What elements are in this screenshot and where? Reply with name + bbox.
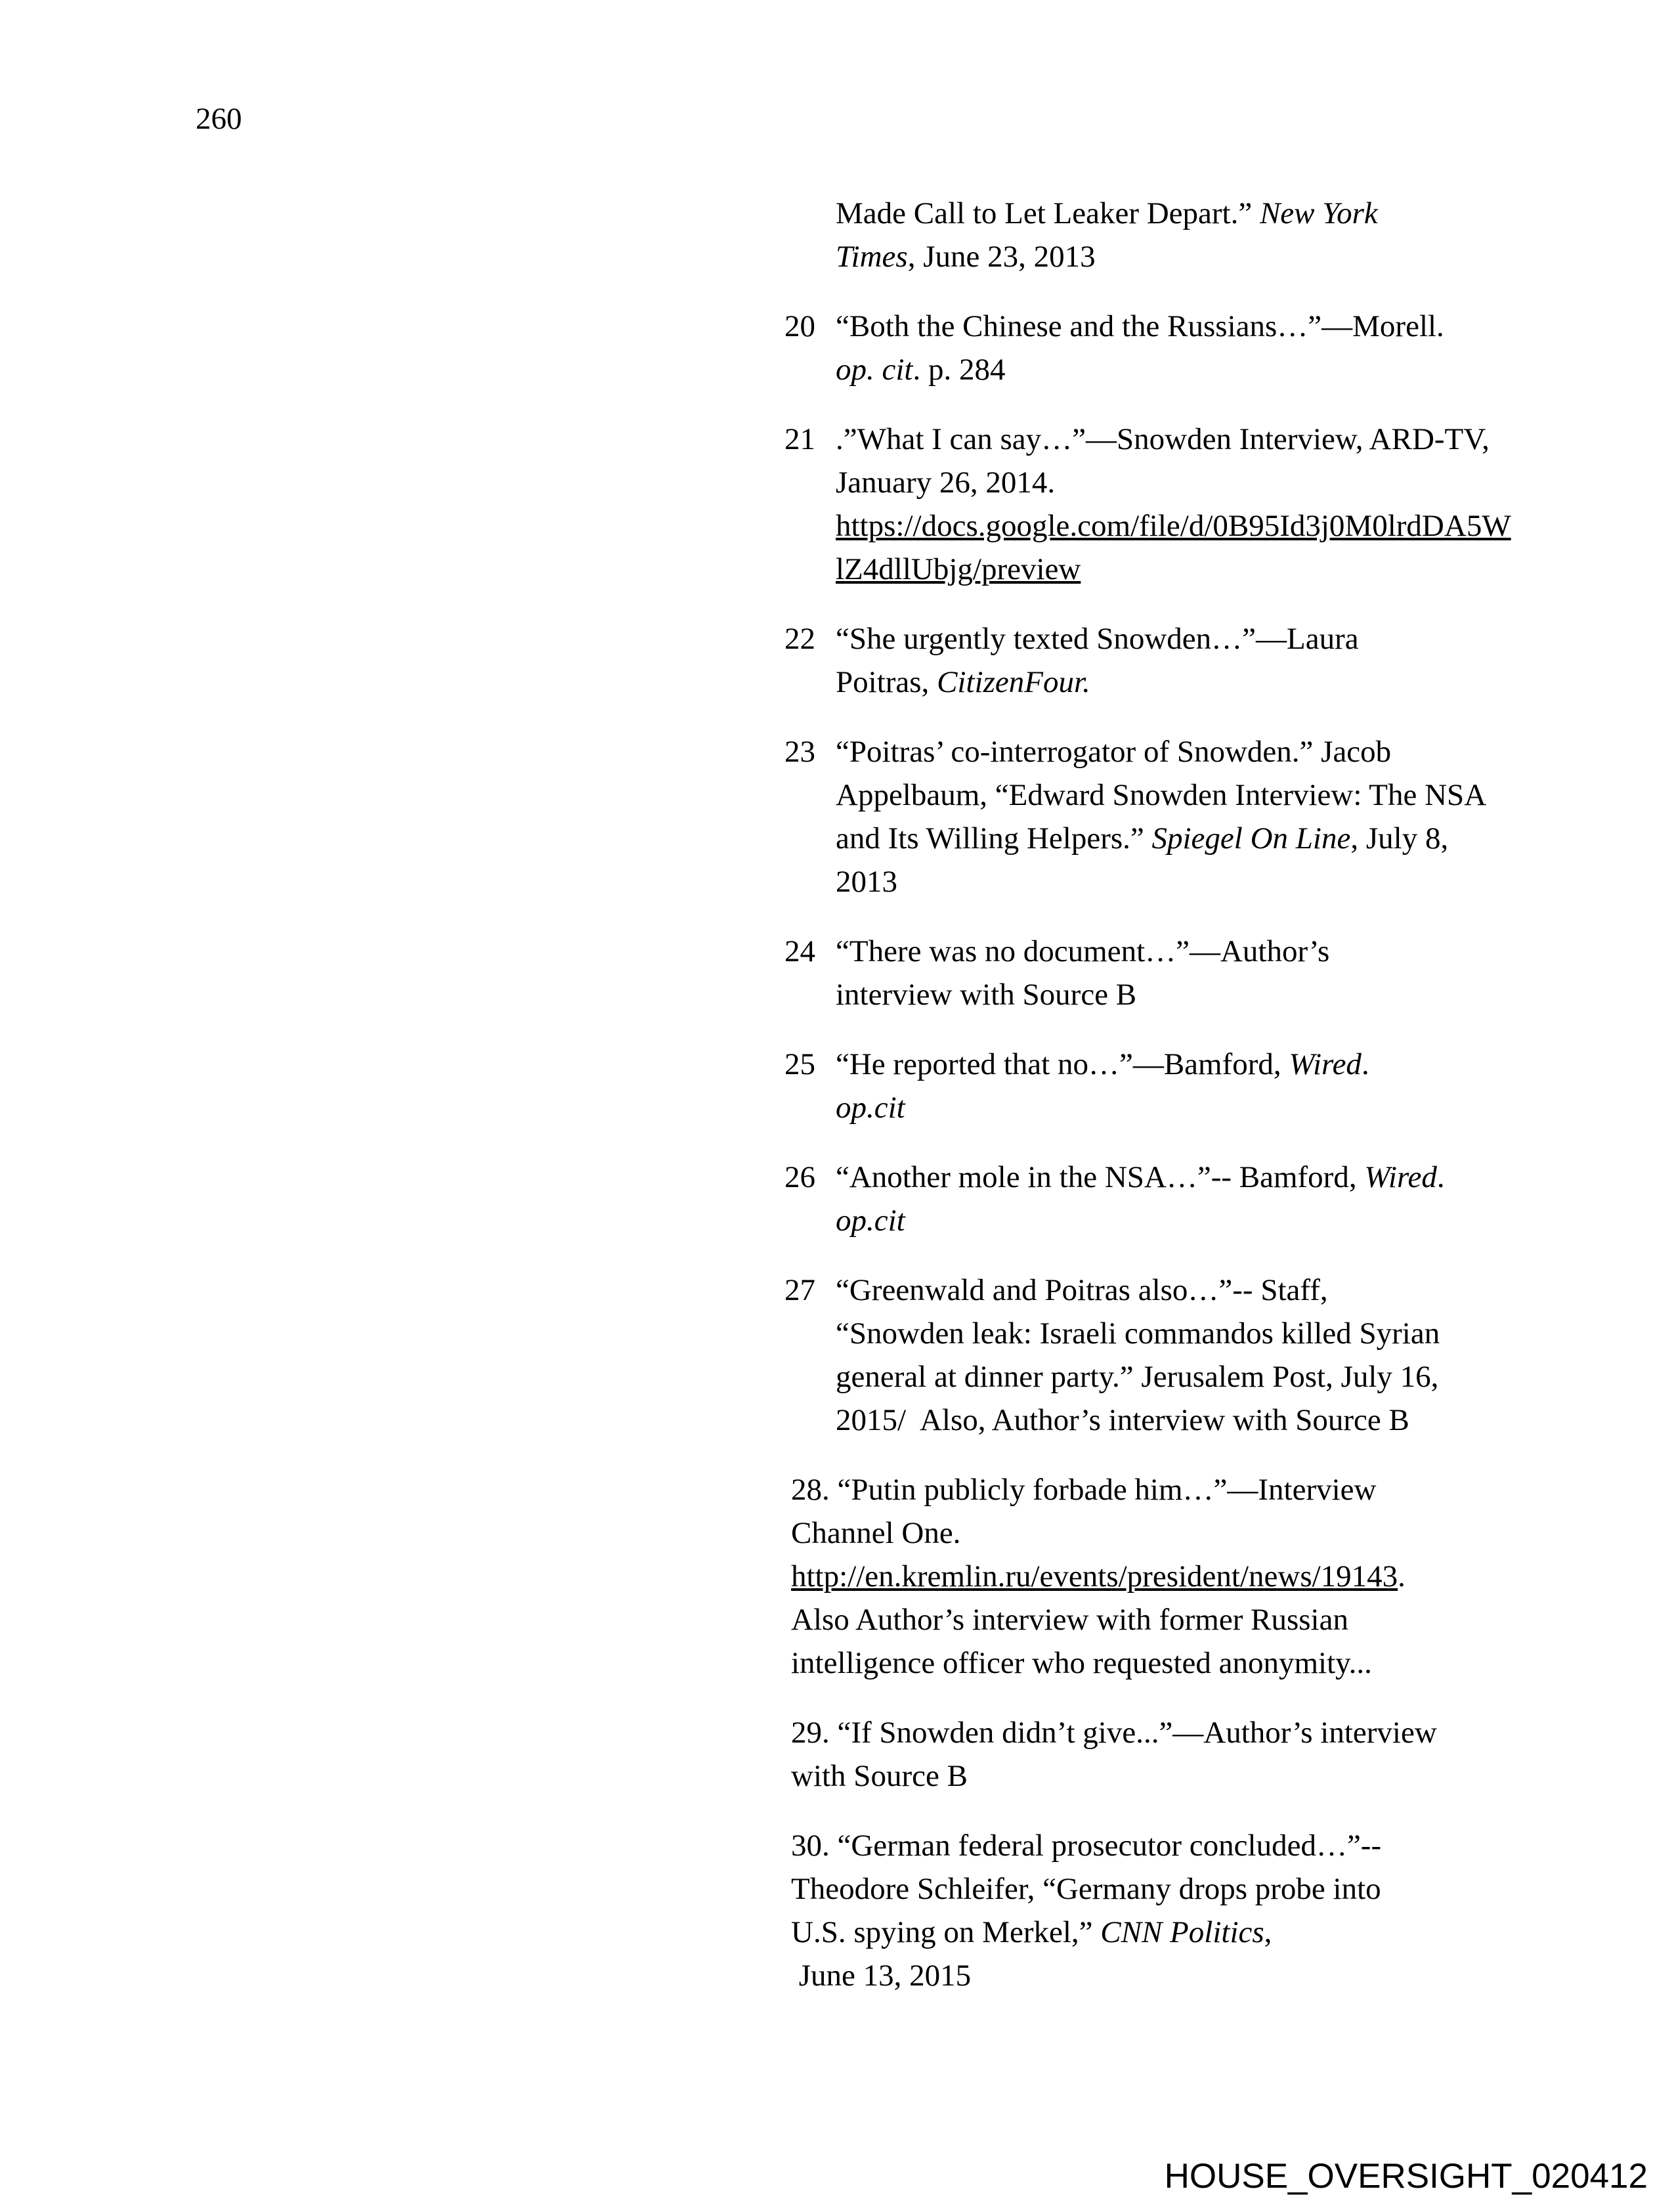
text-run: . — [1361, 1047, 1369, 1081]
endnote — [784, 1269, 1539, 1442]
text-run: January 26, 2014. — [836, 466, 1056, 500]
italic-text: CitizenFour. — [937, 665, 1090, 699]
text-run: Theodore Schleifer, “Germany drops probe into — [791, 1872, 1381, 1906]
endnote-number: 24 — [784, 934, 815, 968]
text-run: “If Snowden didn’t give...”—Author’s interview — [837, 1716, 1437, 1750]
text-run: Poitras, — [836, 665, 937, 699]
endnote — [784, 730, 1539, 903]
text-run: . — [1398, 1559, 1406, 1594]
endnote-text — [791, 1829, 1381, 1993]
text-run: 2015/ Also, Author’s interview with Source B — [836, 1403, 1409, 1437]
text-run: and Its Willing Helpers.” — [836, 821, 1152, 856]
endnote-text — [791, 1716, 1437, 1793]
endnote-text — [836, 617, 1518, 704]
endnote — [784, 305, 1539, 391]
page-number: 260 — [196, 102, 242, 136]
endnote-number: 27 — [784, 1273, 815, 1307]
endnote — [791, 1468, 1500, 1685]
text-run: , July 8, — [1350, 821, 1449, 856]
italic-text: op.cit — [836, 1204, 905, 1238]
text-run: “Putin publicly forbade him…”—Interview — [837, 1473, 1377, 1507]
endnote-number: 23 — [784, 735, 815, 769]
bates-stamp: HOUSE_OVERSIGHT_020412 — [1164, 2157, 1648, 2196]
text-run: intelligence officer who requested anonymity... — [791, 1646, 1372, 1680]
text-run: “There was no document…”—Author’s — [836, 934, 1330, 968]
text-run: Made Call to Let Leaker Depart.” — [836, 196, 1260, 230]
endnote — [791, 1711, 1500, 1798]
endnote-text — [836, 1269, 1518, 1442]
text-run: June 13, 2015 — [791, 1959, 972, 1993]
text-run: interview with Source B — [836, 978, 1137, 1012]
text-run: “Both the Chinese and the Russians…”—Morell. — [836, 309, 1444, 343]
text-run: “He reported that no…”—Bamford, — [836, 1047, 1289, 1081]
endnote-text — [791, 1473, 1406, 1680]
text-run: “Snowden leak: Israeli commandos killed Syrian — [836, 1316, 1440, 1351]
text-run: .”What I can say…”—Snowden Interview, ARD-TV, — [836, 422, 1490, 456]
text-run: U.S. spying on Merkel,” — [791, 1915, 1101, 1949]
text-run: with Source B — [791, 1759, 968, 1793]
endnote-text — [836, 418, 1518, 591]
text-run: . — [1436, 1160, 1445, 1194]
text-run: . p. 284 — [912, 353, 1006, 387]
endnote-number: 30. — [791, 1829, 838, 1863]
text-run: “Another mole in the NSA…”-- Bamford, — [836, 1160, 1365, 1194]
endnote — [784, 192, 1539, 278]
italic-text: Spiegel On Line — [1151, 821, 1351, 856]
italic-text: op.cit — [836, 1091, 905, 1125]
text-run: general at dinner party.” Jerusalem Post, July 16, — [836, 1360, 1439, 1394]
url-link[interactable]: https://docs.google.com/file/d/0B95Id3j0M0lrdDA5W — [836, 509, 1511, 543]
italic-text: Wired — [1364, 1160, 1437, 1194]
endnotes-list — [784, 192, 1539, 2024]
endnote-number: 26 — [784, 1160, 815, 1194]
endnote-text — [836, 730, 1518, 903]
text-run: , — [1264, 1915, 1272, 1949]
text-run: , June 23, 2013 — [907, 240, 1096, 274]
italic-text: op. cit — [836, 353, 913, 387]
endnote-number: 21 — [784, 422, 815, 456]
url-link[interactable]: lZ4dllUbjg/preview — [836, 552, 1081, 586]
text-run: “Poitras’ co-interrogator of Snowden.” Jacob — [836, 735, 1392, 769]
endnote-text — [836, 192, 1518, 278]
italic-text: New York — [1259, 196, 1378, 230]
text-run: 2013 — [836, 865, 897, 899]
endnote-number: 20 — [784, 309, 815, 343]
endnote — [784, 930, 1539, 1016]
text-run: “German federal prosecutor concluded…”-- — [837, 1829, 1382, 1863]
endnote-number: 28. — [791, 1473, 838, 1507]
url-link[interactable]: http://en.kremlin.ru/events/president/news/19143 — [791, 1559, 1398, 1594]
endnote-number: 22 — [784, 622, 815, 656]
text-run: Channel One. — [791, 1516, 961, 1550]
endnote — [784, 617, 1539, 704]
italic-text: Times — [836, 240, 908, 274]
endnote — [784, 1043, 1539, 1129]
text-run: Also Author’s interview with former Russian — [791, 1603, 1348, 1637]
endnote-text — [836, 305, 1518, 391]
endnote — [791, 1824, 1500, 1997]
endnote-number: 29. — [791, 1716, 838, 1750]
endnote — [784, 1156, 1539, 1242]
endnote-text — [836, 1043, 1518, 1129]
text-run: Appelbaum, “Edward Snowden Interview: The NSA — [836, 778, 1487, 812]
endnote-text — [836, 930, 1518, 1016]
text-run: “She urgently texted Snowden…”—Laura — [836, 622, 1359, 656]
italic-text: CNN Politics — [1100, 1915, 1264, 1949]
endnote — [784, 418, 1539, 591]
endnote-number: 25 — [784, 1047, 815, 1081]
italic-text: Wired — [1289, 1047, 1362, 1081]
text-run: “Greenwald and Poitras also…”-- Staff, — [836, 1273, 1328, 1307]
endnote-text — [836, 1156, 1518, 1242]
